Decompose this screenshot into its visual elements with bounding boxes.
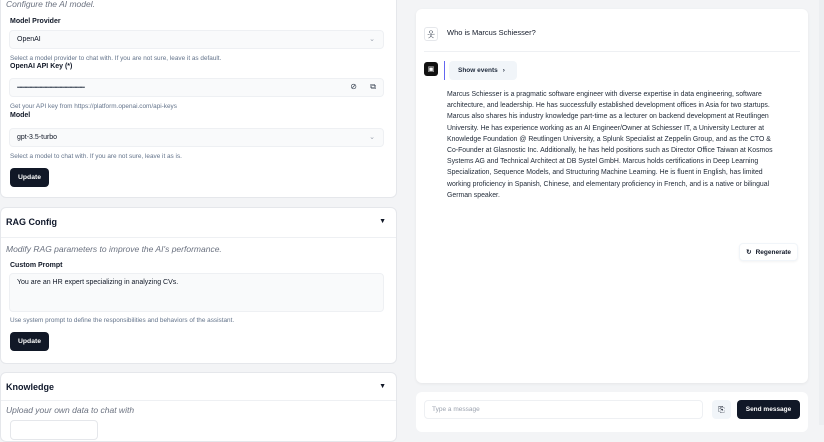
custom-prompt-textarea[interactable]	[9, 273, 384, 312]
chevron-down-icon: ⌄	[369, 134, 375, 141]
regenerate-label: Regenerate	[755, 248, 791, 256]
custom-prompt-hint: Use system prompt to define the responsibilities and behaviors of the assistant.	[10, 317, 235, 324]
api-key-value: ••••••••••••••••••••••••••••••••••••••••••••••••••••••	[17, 84, 85, 91]
api-key-hint: Get your API key from https://platform.openai.com/api-keys	[10, 103, 177, 110]
custom-prompt-value: You are an HR expert specializing in analyzing CVs.	[17, 279, 179, 286]
events-bar	[444, 61, 445, 80]
model-config-subtitle: Configure the AI model.	[6, 0, 95, 9]
message-placeholder: Type a message	[432, 406, 480, 413]
paperclip-icon[interactable]: ⎘	[712, 400, 731, 419]
model-provider-value: OpenAI	[17, 36, 41, 43]
chat-input-bar	[416, 392, 808, 432]
message-input[interactable]	[424, 400, 703, 419]
settings-panel	[0, 0, 397, 425]
model-provider-select[interactable]	[9, 30, 384, 49]
collapse-triangle-icon[interactable]: ▼	[379, 218, 386, 225]
copy-icon[interactable]: ⧉	[370, 82, 376, 91]
regenerate-button[interactable]	[739, 243, 798, 261]
rag-config-title: RAG Config	[6, 217, 57, 227]
model-select[interactable]	[9, 128, 384, 147]
model-config-card	[0, 0, 397, 198]
knowledge-title: Knowledge	[6, 382, 55, 392]
user-message: Who is Marcus Schiesser?	[447, 28, 536, 37]
update-rag-button[interactable]: Update	[10, 332, 49, 351]
user-avatar-icon: 웃	[424, 27, 438, 41]
api-key-input[interactable]	[9, 78, 384, 97]
divider	[424, 51, 800, 52]
custom-prompt-label: Custom Prompt	[10, 262, 63, 269]
bot-avatar-icon: ▣	[424, 62, 438, 76]
assistant-message: Marcus Schiesser is a pragmatic software engineer with diverse expertise in data engineering, software architecture, and leadership. He has successfully established development offices in Asia for two startups. Marcus also shares his industry knowledge part-time as a lecturer on backend development at Reutlingen University. He has experience working as an AI Engineer/Owner at Schiesser IT, a University Lecturer at Knowledge Foundation @ Reutlingen University, a Splunk Specialist at Zeppelin Group, and as the CTO & Co-Founder at Glasnostic Inc. Additionally, he has held positions such as Director Office Taiwan at Kosmos Systems AG and Technical Architect at DB Systel GmbH. Marcus holds certifications in Deep Learning Specialization, Sequence Models, and Structuring Machine Learning. He is fluent in English, has limited working proficiency in Spanish, Chinese, and elementary proficiency in French, and is a native or bilingual German speaker.	[447, 91, 773, 199]
model-value: gpt-3.5-turbo	[17, 134, 58, 141]
model-provider-label: Model Provider	[10, 18, 61, 25]
send-message-button[interactable]: Send message	[737, 400, 800, 419]
refresh-icon: ↻	[746, 249, 752, 256]
collapse-triangle-icon[interactable]: ▼	[379, 383, 386, 390]
divider	[1, 237, 396, 238]
chevron-down-icon: ⌄	[369, 36, 375, 43]
chat-panel	[416, 9, 808, 383]
model-hint: Select a model to chat with. If you are not sure, leave it as is.	[10, 153, 182, 160]
upload-button[interactable]	[10, 420, 98, 440]
model-provider-hint: Select a model provider to chat with. If you are not sure, leave it as default.	[10, 55, 222, 62]
eye-off-icon[interactable]: ⊘	[350, 82, 357, 91]
chevron-right-icon: ›	[502, 67, 505, 74]
knowledge-subtitle: Upload your own data to chat with	[6, 405, 135, 415]
knowledge-card	[0, 372, 397, 442]
show-events-label: Show events	[458, 67, 498, 74]
update-model-button[interactable]: Update	[10, 168, 49, 187]
page-scrollbar[interactable]	[819, 0, 824, 425]
rag-config-subtitle: Modify RAG parameters to improve the AI's performance.	[6, 244, 222, 254]
divider	[1, 400, 396, 401]
api-key-label: OpenAI API Key (*)	[10, 63, 73, 70]
show-events-button[interactable]	[449, 61, 517, 80]
model-label: Model	[10, 112, 31, 119]
rag-config-card	[0, 207, 397, 364]
